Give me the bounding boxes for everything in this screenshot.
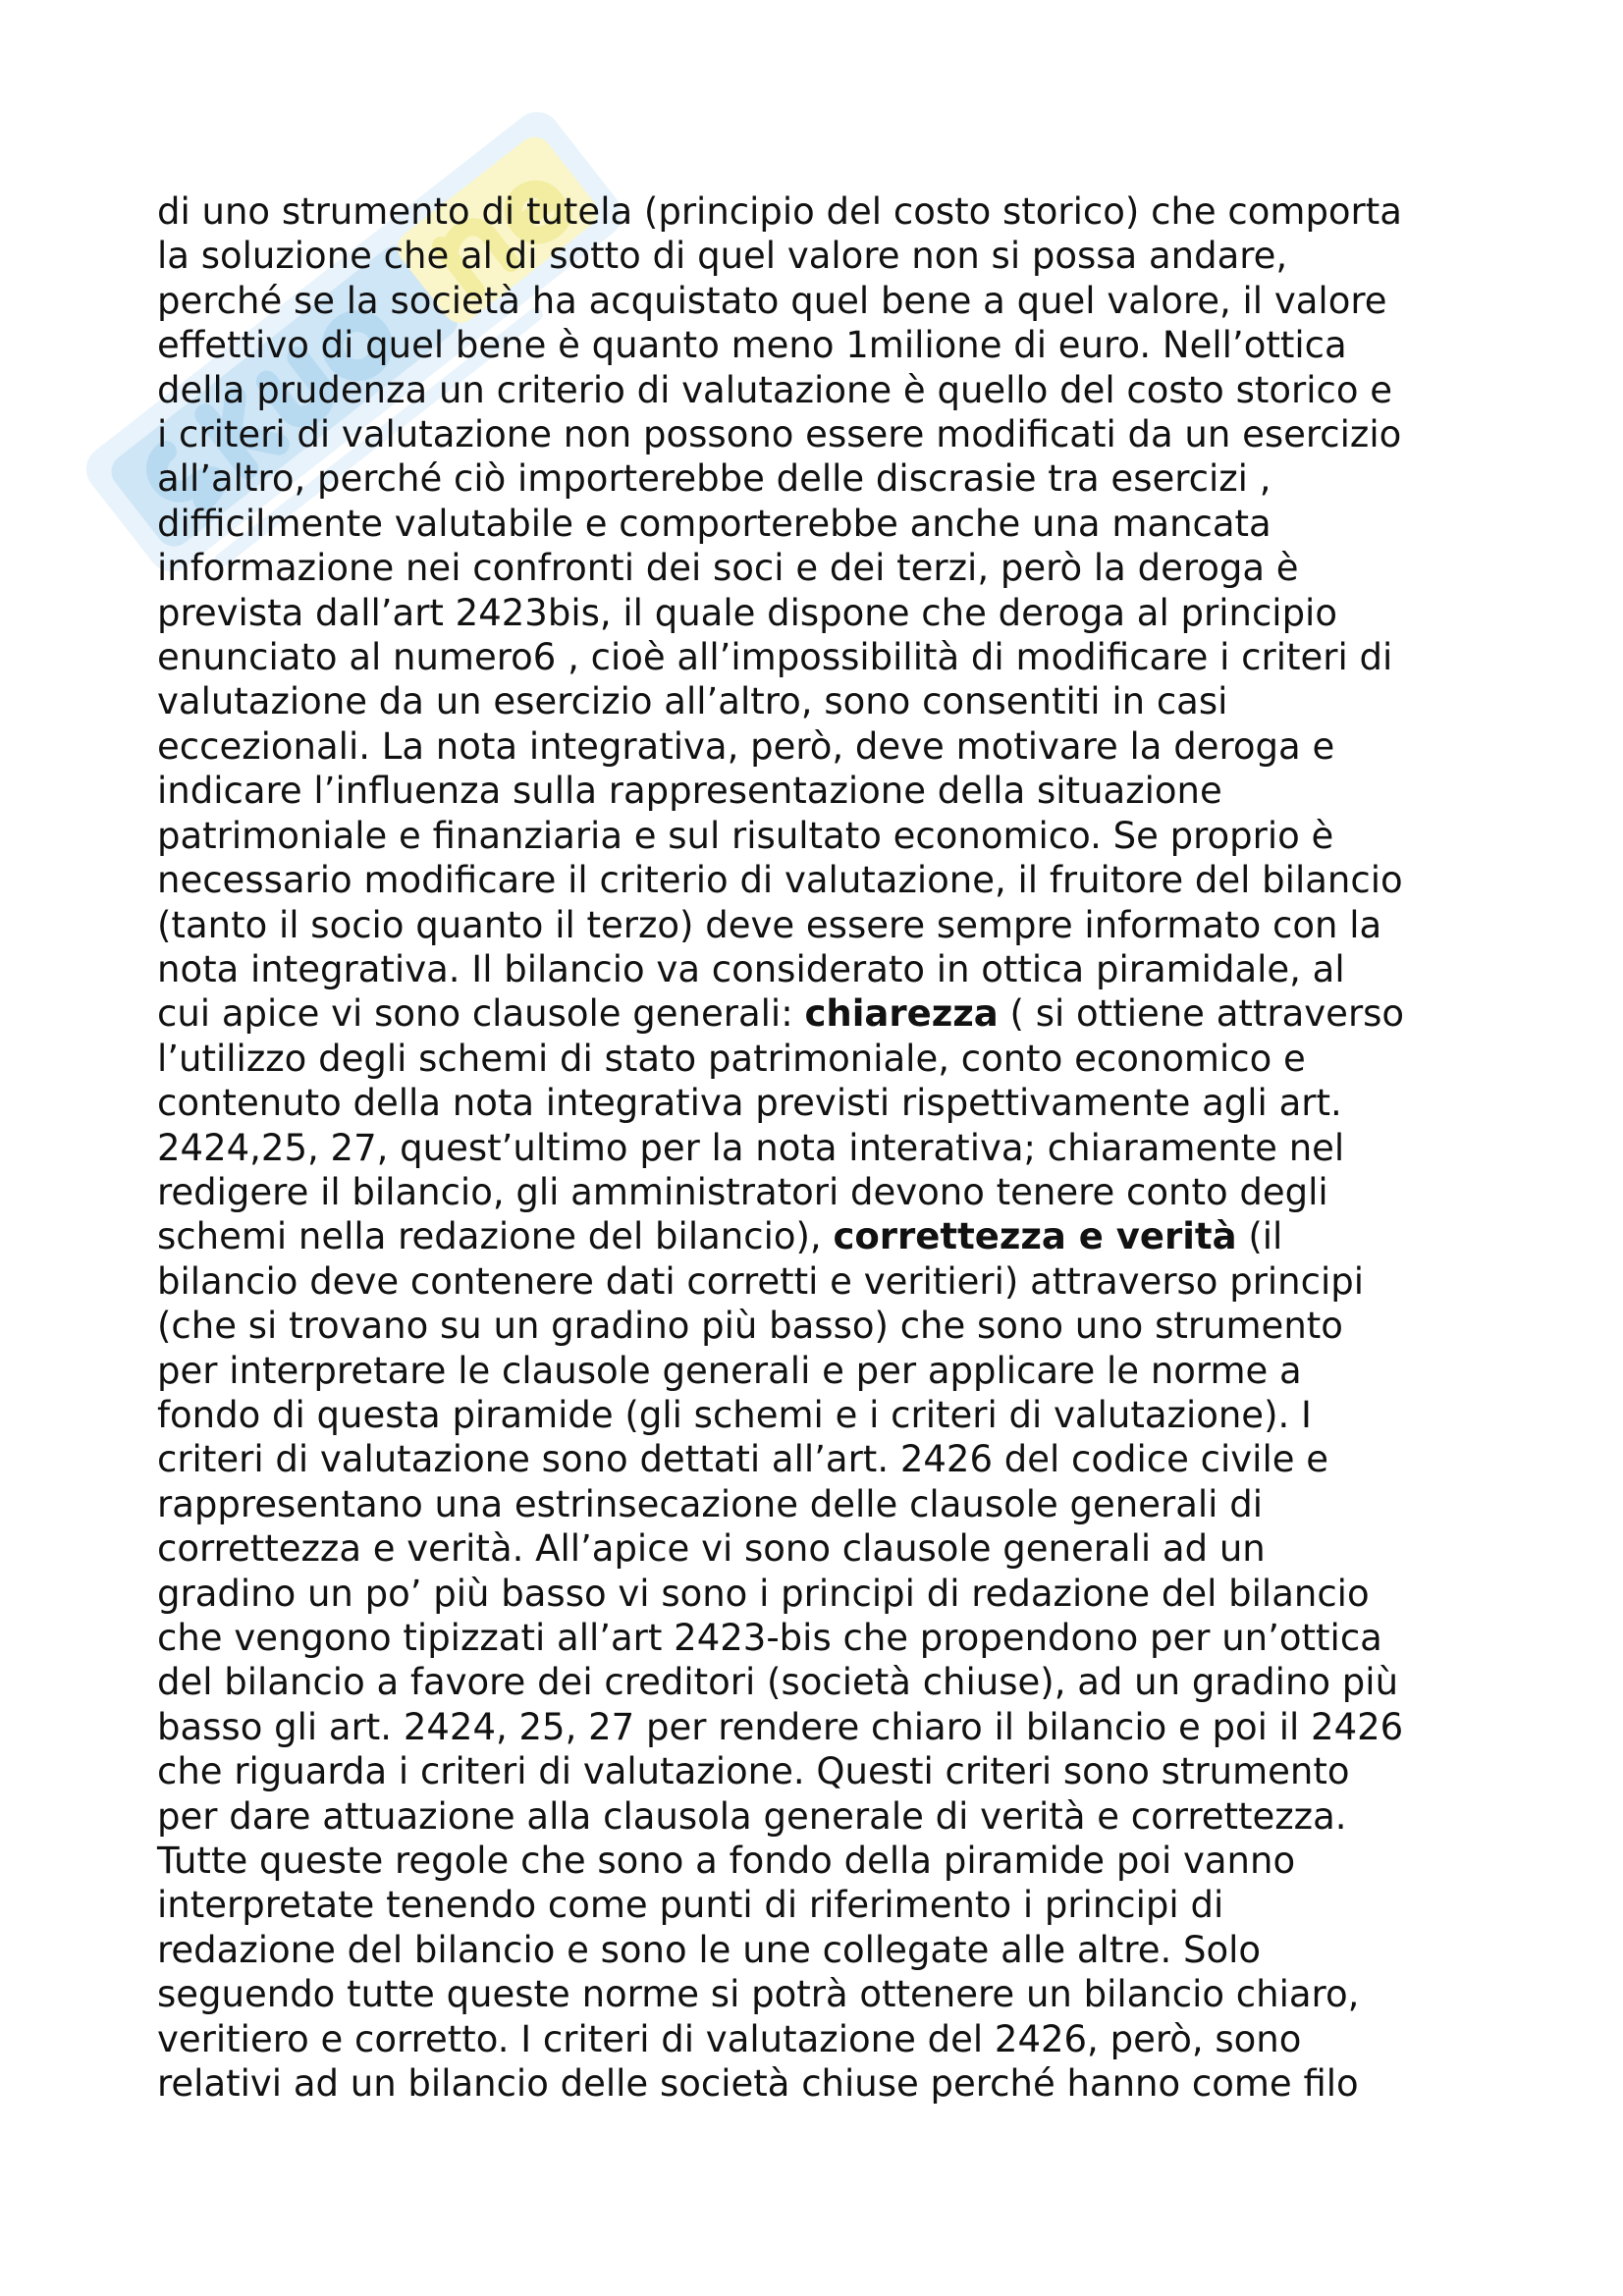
text-segment: prevista dall’art 2423bis, il quale dispone che deroga al principio	[157, 591, 1337, 634]
text-segment: seguendo tutte queste norme si potrà ottenere un bilancio chiaro,	[157, 1973, 1360, 2016]
text-segment: i criteri di valutazione non possono essere modificati da un esercizio	[157, 413, 1402, 456]
text-line	[157, 635, 1532, 679]
text-segment: nota integrativa. Il bilancio va considerato in ottica piramidale, al	[157, 947, 1345, 990]
text-line	[157, 2017, 1532, 2061]
text-segment: patrimoniale e finanziaria e sul risultato economico. Se proprio è	[157, 814, 1334, 857]
text-segment: del bilancio a favore dei creditori (società chiuse), ad un gradino più	[157, 1661, 1399, 1704]
text-segment: l’utilizzo degli schemi di stato patrimoniale, conto economico e	[157, 1037, 1306, 1080]
text-segment: necessario modificare il criterio di valutazione, il fruitore del bilancio	[157, 859, 1403, 902]
text-line	[157, 1572, 1532, 1616]
text-line	[157, 991, 1532, 1036]
text-segment: (che si trovano su un gradino più basso) che sono uno strumento	[157, 1305, 1343, 1348]
text-line	[157, 903, 1532, 947]
text-line	[157, 1304, 1532, 1348]
text-line	[157, 1749, 1532, 1793]
text-segment: della prudenza un criterio di valutazione è quello del costo storico e	[157, 368, 1392, 411]
text-line	[157, 1259, 1532, 1304]
text-line	[157, 1482, 1532, 1526]
text-segment: bilancio deve contenere dati corretti e veritieri) attraverso principi	[157, 1259, 1365, 1303]
text-segment: difficilmente valutabile e comporterebbe anche una mancata	[157, 502, 1271, 545]
text-line	[157, 1170, 1532, 1214]
text-segment: rappresentano una estrinsecazione delle clausole generali di	[157, 1482, 1263, 1525]
text-segment: interpretate tenendo come punti di riferimento i principi di	[157, 1884, 1224, 1927]
text-segment: relativi ad un bilancio delle società chiuse perché hanno come filo	[157, 2062, 1359, 2106]
text-segment: per interpretare le clausole generali e per applicare le norme a	[157, 1349, 1302, 1392]
text-segment: 2424,25, 27, quest’ultimo per la nota interativa; chiaramente nel	[157, 1126, 1345, 1169]
text-segment: redazione del bilancio e sono le une collegate alle altre. Solo	[157, 1928, 1262, 1971]
text-segment: all’altro, perché ciò importerebbe delle discrasie tra esercizi ,	[157, 457, 1271, 501]
text-segment: (il	[1236, 1215, 1283, 1258]
text-line	[157, 1081, 1532, 1125]
text-segment: informazione nei confronti dei soci e dei terzi, però la deroga è	[157, 547, 1299, 590]
text-line	[157, 412, 1532, 456]
text-segment: indicare l’influenza sulla rappresentazione della situazione	[157, 770, 1222, 813]
text-line	[157, 1349, 1532, 1393]
text-line	[157, 1393, 1532, 1437]
text-line	[157, 679, 1532, 723]
text-line	[157, 769, 1532, 813]
document-body-text	[157, 189, 1532, 2106]
text-segment: veritiero e corretto. I criteri di valutazione del 2426, però, sono	[157, 2017, 1302, 2060]
text-line	[157, 1972, 1532, 2016]
text-line	[157, 947, 1532, 991]
text-line	[157, 1616, 1532, 1660]
text-segment: eccezionali. La nota integrativa, però, deve motivare la deroga e	[157, 724, 1335, 768]
text-line	[157, 1214, 1532, 1258]
text-segment: gradino un po’ più basso vi sono i principi di redazione del bilancio	[157, 1572, 1370, 1615]
text-segment: valutazione da un esercizio all’altro, sono consentiti in casi	[157, 680, 1228, 723]
text-segment: (tanto il socio quanto il terzo) deve essere sempre informato con la	[157, 903, 1382, 946]
text-line	[157, 1794, 1532, 1839]
text-segment: correttezza e verità. All’apice vi sono clausole generali ad un	[157, 1527, 1266, 1571]
text-line	[157, 814, 1532, 858]
text-line	[157, 591, 1532, 635]
text-segment: basso gli art. 2424, 25, 27 per rendere chiaro il bilancio e poi il 2426	[157, 1705, 1404, 1748]
text-segment: effettivo di quel bene è quanto meno 1milione di euro. Nell’ottica	[157, 324, 1347, 367]
text-line	[157, 2061, 1532, 2106]
text-segment: cui apice vi sono clausole generali:	[157, 992, 805, 1036]
text-line	[157, 858, 1532, 902]
text-line	[157, 456, 1532, 501]
text-segment: di uno strumento di tutela (principio del costo storico) che comporta	[157, 190, 1402, 233]
text-line	[157, 189, 1532, 234]
bold-phrase: chiarezza	[804, 992, 999, 1036]
text-segment: la soluzione che al di sotto di quel valore non si possa andare,	[157, 235, 1288, 278]
text-segment: perché se la società ha acquistato quel bene a quel valore, il valore	[157, 279, 1387, 322]
text-segment: criteri di valutazione sono dettati all’art. 2426 del codice civile e	[157, 1438, 1329, 1481]
text-line	[157, 1839, 1532, 1883]
text-line	[157, 1928, 1532, 1972]
text-line	[157, 1126, 1532, 1170]
text-line	[157, 1883, 1532, 1927]
text-line	[157, 368, 1532, 412]
text-line	[157, 1705, 1532, 1749]
text-line	[157, 546, 1532, 590]
text-segment: redigere il bilancio, gli amministratori devono tenere conto degli	[157, 1170, 1328, 1213]
text-line	[157, 1037, 1532, 1081]
text-line	[157, 279, 1532, 323]
text-segment: per dare attuazione alla clausola generale di verità e correttezza.	[157, 1794, 1347, 1838]
text-line	[157, 724, 1532, 769]
bold-phrase: correttezza e verità	[833, 1215, 1237, 1258]
text-line	[157, 1526, 1532, 1571]
text-segment: che riguarda i criteri di valutazione. Questi criteri sono strumento	[157, 1750, 1350, 1793]
text-segment: fondo di questa piramide (gli schemi e i criteri di valutazione). I	[157, 1393, 1312, 1436]
text-segment: contenuto della nota integrativa previsti rispettivamente agli art.	[157, 1082, 1342, 1125]
text-segment: ( si ottiene attraverso	[998, 992, 1405, 1036]
text-line	[157, 502, 1532, 546]
text-line	[157, 234, 1532, 278]
text-segment: Tutte queste regole che sono a fondo della piramide poi vanno	[157, 1840, 1296, 1883]
text-segment: enunciato al numero6 , cioè all’impossibilità di modificare i criteri di	[157, 636, 1393, 679]
text-segment: schemi nella redazione del bilancio),	[157, 1215, 834, 1258]
text-segment: che vengono tipizzati all’art 2423-bis che propendono per un’ottica	[157, 1617, 1382, 1659]
text-line	[157, 323, 1532, 367]
text-line	[157, 1660, 1532, 1704]
text-line	[157, 1437, 1532, 1481]
